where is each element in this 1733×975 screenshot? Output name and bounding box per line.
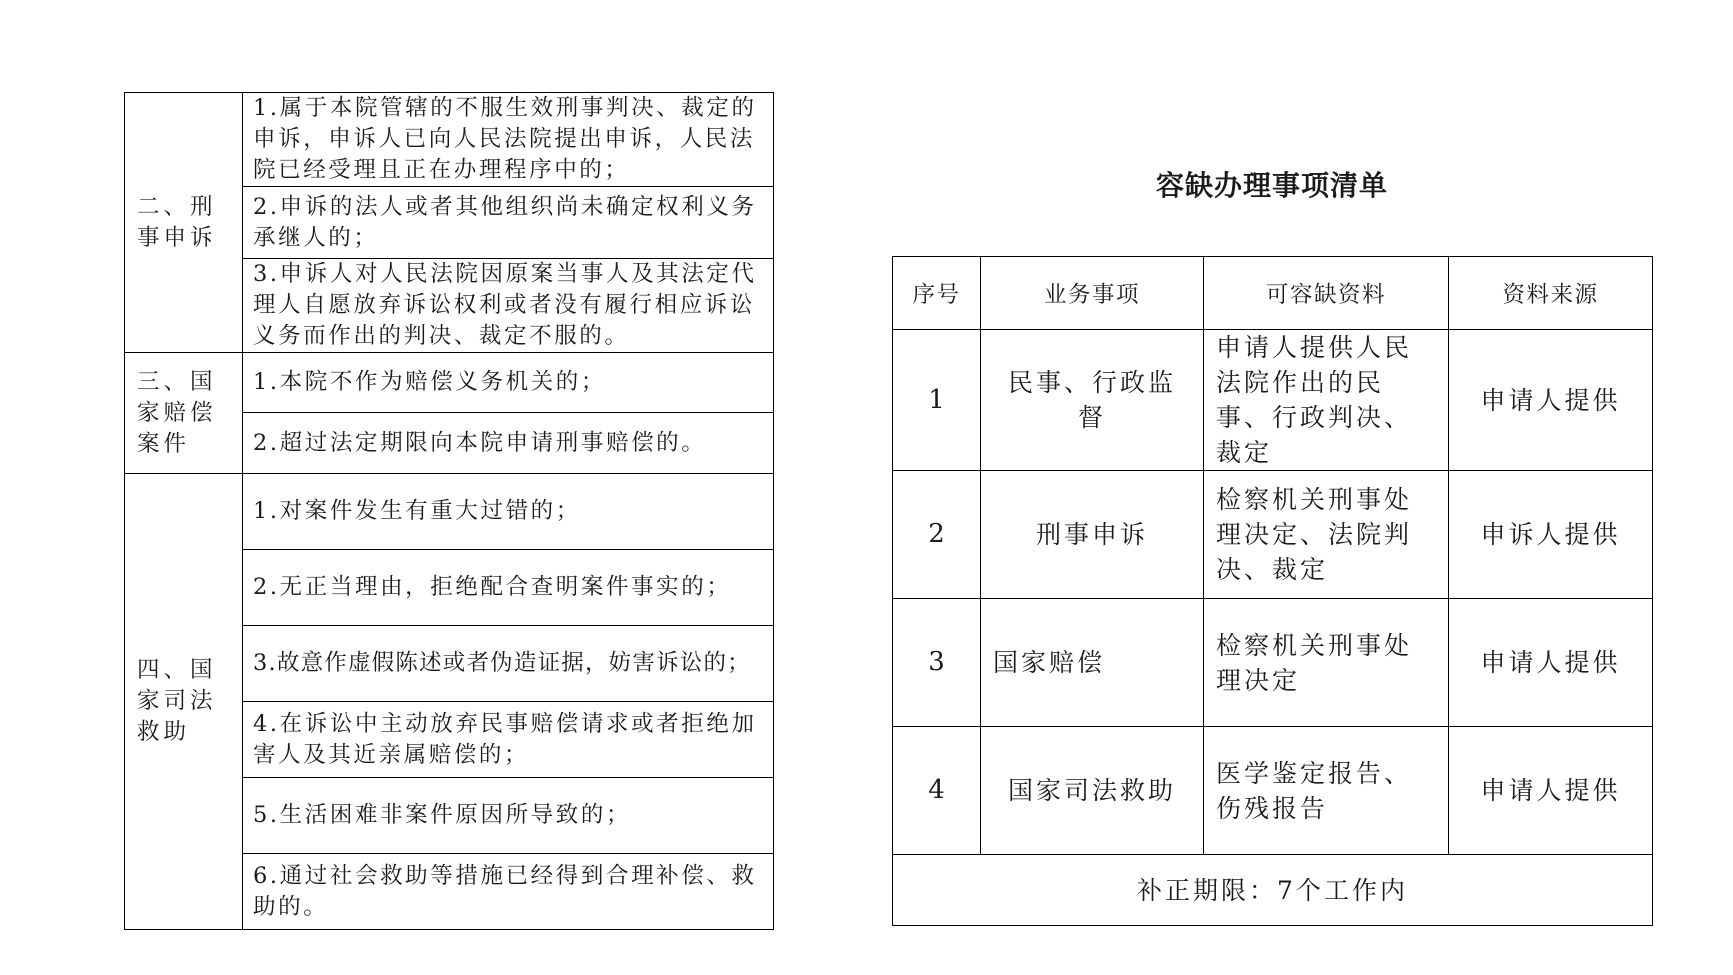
category-state-compensation: 三、国家赔偿案件 — [125, 353, 243, 474]
list-item: 2.申诉的法人或者其他组织尚未确定权利义务承继人的； — [243, 187, 774, 259]
row-source: 申诉人提供 — [1449, 471, 1653, 599]
list-item: 4.在诉讼中主动放弃民事赔偿请求或者拒绝加害人及其近亲属赔偿的； — [243, 702, 774, 778]
column-header-no: 序号 — [893, 257, 981, 330]
row-matter: 国家司法救助 — [981, 727, 1204, 855]
row-number: 2 — [893, 471, 981, 599]
category-judicial-assistance: 四、国家司法救助 — [125, 474, 243, 930]
column-header-material: 可容缺资料 — [1204, 257, 1449, 330]
row-source: 申请人提供 — [1449, 330, 1653, 471]
table-footer-row — [893, 855, 1653, 926]
page-title: 容缺办理事项清单 — [1155, 169, 1388, 202]
table-row — [125, 474, 774, 550]
table-header-row — [893, 257, 1653, 330]
table-row — [893, 471, 1653, 599]
row-material: 检察机关刑事处理决定 — [1204, 599, 1449, 727]
row-number: 3 — [893, 599, 981, 727]
row-material: 检察机关刑事处理决定、法院判决、裁定 — [1204, 471, 1449, 599]
row-source: 申请人提供 — [1449, 599, 1653, 727]
list-item: 1.对案件发生有重大过错的； — [243, 474, 774, 550]
table-row — [125, 93, 774, 187]
list-item: 3.申诉人对人民法院因原案当事人及其法定代理人自愿放弃诉讼权利或者没有履行相应诉讼义务而作出的判决、裁定不服的。 — [243, 259, 774, 353]
table-row — [893, 330, 1653, 471]
row-source: 申请人提供 — [1449, 727, 1653, 855]
row-matter: 国家赔偿 — [981, 599, 1204, 727]
row-matter: 民事、行政监督 — [981, 330, 1204, 471]
list-item: 5.生活困难非案件原因所导致的； — [243, 778, 774, 854]
list-item: 1.属于本院管辖的不服生效刑事判决、裁定的申诉，申诉人已向人民法院提出申诉，人民法院已经受理且正在办理程序中的； — [243, 93, 774, 187]
list-item: 2.超过法定期限向本院申请刑事赔偿的。 — [243, 413, 774, 474]
checklist-table — [892, 256, 1653, 926]
correction-deadline: 补正期限：7个工作内 — [893, 855, 1653, 926]
column-header-matter: 业务事项 — [981, 257, 1204, 330]
row-material: 医学鉴定报告、伤残报告 — [1204, 727, 1449, 855]
row-number: 4 — [893, 727, 981, 855]
list-item: 3.故意作虚假陈述或者伪造证据，妨害诉讼的； — [243, 626, 774, 702]
table-row — [893, 599, 1653, 727]
table-row — [125, 353, 774, 413]
row-number: 1 — [893, 330, 981, 471]
column-header-source: 资料来源 — [1449, 257, 1653, 330]
list-item: 2.无正当理由，拒绝配合查明案件事实的； — [243, 550, 774, 626]
list-item: 1.本院不作为赔偿义务机关的； — [243, 353, 774, 413]
row-matter: 刑事申诉 — [981, 471, 1204, 599]
table-row — [893, 727, 1653, 855]
left-table — [124, 92, 774, 930]
category-criminal-appeal: 二、刑事申诉 — [125, 93, 243, 353]
list-item: 6.通过社会救助等措施已经得到合理补偿、救助的。 — [243, 854, 774, 930]
row-material: 申请人提供人民法院作出的民事、行政判决、裁定 — [1204, 330, 1449, 471]
